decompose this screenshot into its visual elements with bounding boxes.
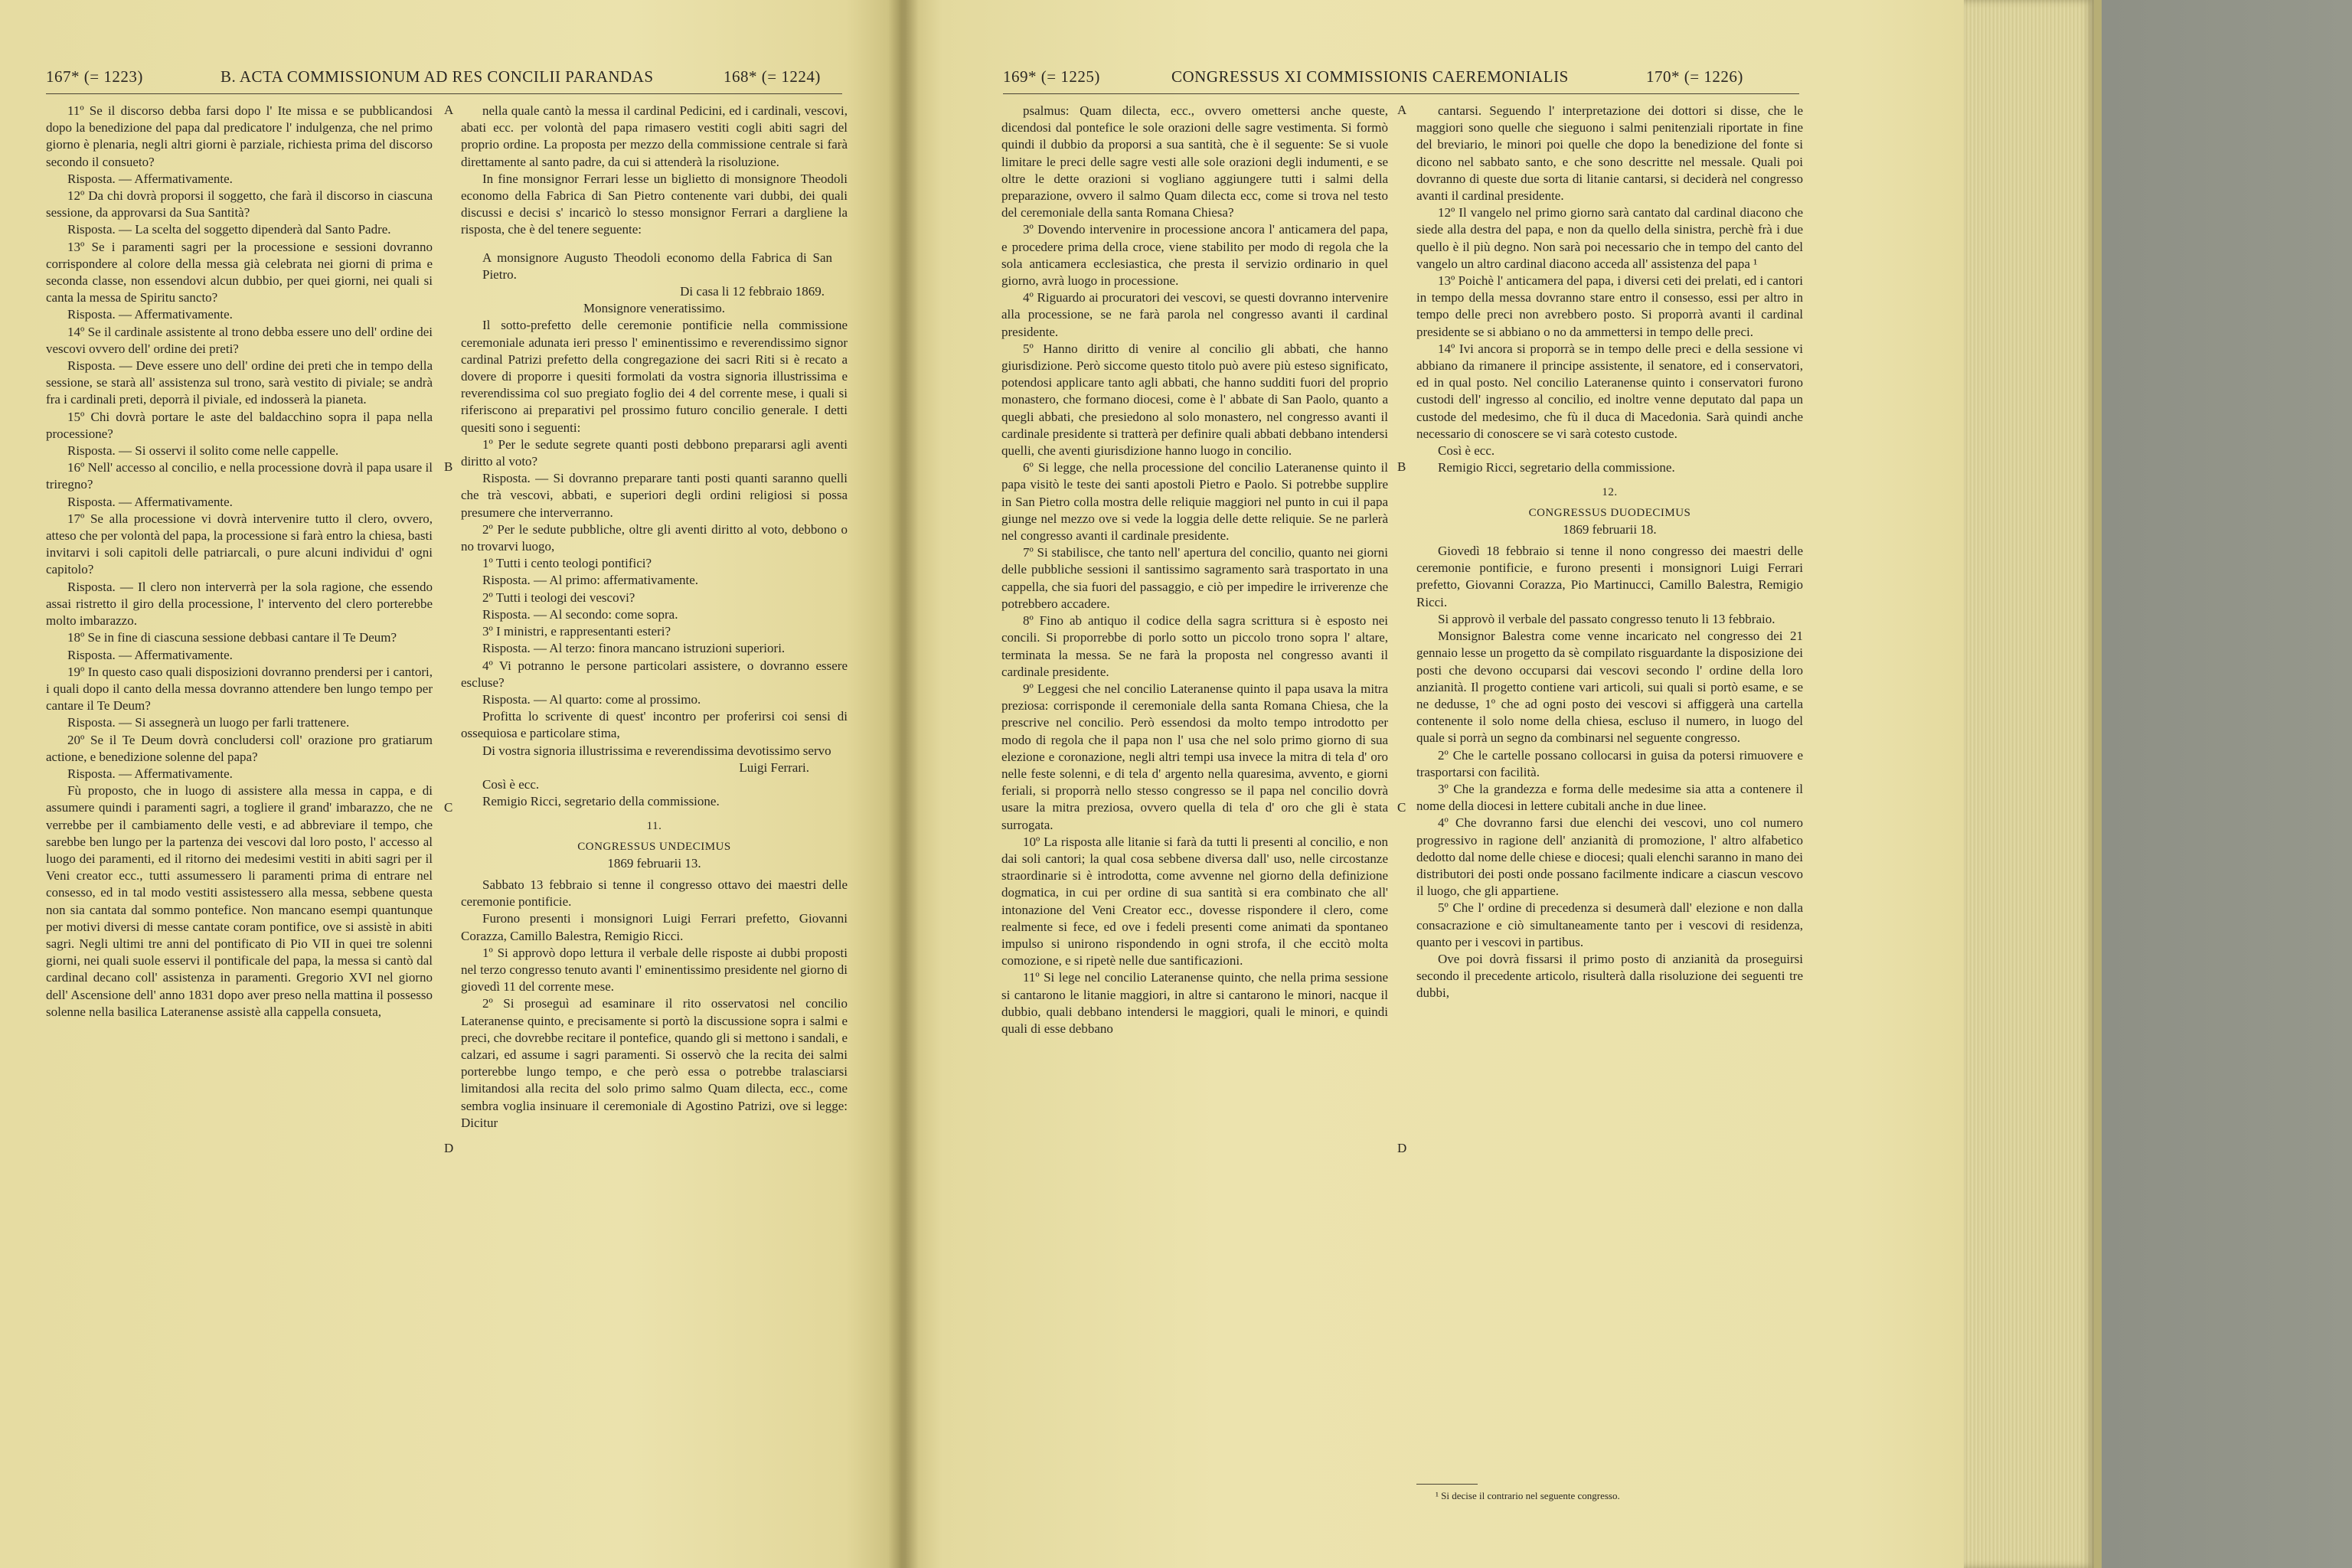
paragraph: 1º Si approvò dopo lettura il verbale delle risposte ai dubbi proposti nel terzo congresso tenuto avanti l' eminentissimo presidente nel giorno di giovedì 11 del corrente mese. bbox=[461, 945, 848, 995]
paragraph: 3º Che la grandezza e forma delle medesime sia atta a contenere il nome della diocesi in lettere cubitali anche in due linee. bbox=[1416, 781, 1803, 814]
letter-address: A monsignore Augusto Theodoli economo della Fabrica di San Pietro. bbox=[482, 250, 832, 282]
footnote: ¹ Si decise il contrario nel seguente congresso. bbox=[1436, 1490, 1620, 1501]
letter-paragraph: 1º Per le sedute segrete quanti posti debbono prepararsi agli aventi diritto al voto? bbox=[461, 436, 848, 469]
paragraph: 18º Se in fine di ciascuna sessione debbasi cantare il Te Deum? bbox=[67, 630, 397, 645]
section-date: 1869 februarii 13. bbox=[607, 855, 701, 871]
letter-signature: Luigi Ferrari. bbox=[739, 760, 809, 775]
letter-paragraph: 2º Per le sedute pubbliche, oltre gli aventi diritto al voto, debbono o no trovarvi luogo, bbox=[461, 521, 848, 554]
letter-paragraph: Risposta. — Si dovranno preparare tanti posti quanti saranno quelli che trà vescovi, abbati, e superiori degli ordini religiosi si possa presumere che interverranno. bbox=[461, 471, 848, 520]
paragraph: Sabbato 13 febbraio si tenne il congresso ottavo dei maestri delle ceremonie pontificie. bbox=[461, 877, 848, 910]
paragraph: 12º Il vangelo nel primo giorno sarà cantato dal cardinal diacono che siede alla destra del papa, e non da quello della sinistra, perchè frà i due quello è il più degno. Non sarà poi necessario che in tempo del canto del vangelo un altro cardinal diacono acceda all' assistenza del papa ¹ bbox=[1416, 205, 1803, 271]
paragraph: Risposta. — Si osservi il solito come nelle cappelle. bbox=[67, 443, 339, 459]
paragraph: 4º Che dovranno farsi due elenchi dei vescovi, uno col numero progressivo in ragione dell' anzianità di promozione, l' altro alfabetico dedotto dal nome delle chiese e diocesi; quali elenchi saranno in mano dei distributori dei posti onde possano facilmente indicare a ciascun vescovo il luogo, che gli appartiene. bbox=[1416, 815, 1803, 899]
letter-paragraph: 4º Vi potranno le persone particolari assistere, o dovranno essere escluse? bbox=[461, 658, 848, 690]
right-page-column-2 bbox=[1416, 103, 1803, 1002]
paragraph: Risposta. — Deve essere uno dell' ordine dei preti che in tempo della sessione, se starà all' assistenza sul trono, sarà vestito di piviale; se andrà fra i cardinali preti, deporrà il piviale, ed indosserà la pianeta. bbox=[46, 358, 433, 407]
paragraph: Monsignor Balestra come venne incaricato nel congresso dei 21 gennaio lesse un progetto da sè compilato risguardante la disposizione dei posti che devono occuparsi dai vescovi secondo l' ordine della loro anzianità. Il progetto contiene vari articoli, sui quali si portò esame, e se ne dedusse, 1º che ad ogni posto dei vescovi si affiggerà una cartella contenente il solo nome della chiesa, escluso il numero, in luogo del quale si porrà un segno da combinarsi nel seguente congresso. bbox=[1416, 629, 1803, 746]
letter-paragraph: Risposta. — Al terzo: finora mancano istruzioni superiori. bbox=[482, 641, 786, 656]
section-number: 12. bbox=[1602, 486, 1618, 499]
book-gutter bbox=[888, 0, 919, 1568]
paragraph: 4º Riguardo ai procuratori dei vescovi, se questi dovranno intervenire alla processione, se ne farà parola nel congresso avanti il cardinal presidente. bbox=[1001, 290, 1388, 339]
margin-marker-b: B bbox=[444, 459, 453, 474]
letter-paragraph: Risposta. — Al primo: affermativamente. bbox=[482, 573, 699, 588]
letter-paragraph: Risposta. — Al quarto: come al prossimo. bbox=[482, 691, 701, 707]
margin-marker-a: A bbox=[444, 103, 454, 117]
letter-paragraph: Profitta lo scrivente di quest' incontro per proferirsi coi sensi di ossequiosa e particolare stima, bbox=[461, 709, 848, 741]
right-page-number: 169* (= 1225) bbox=[1003, 67, 1100, 86]
paragraph: Furono presenti i monsignori Luigi Ferrari prefetto, Giovanni Corazza, Camillo Balestra, Remigio Ricci. bbox=[461, 911, 848, 943]
paragraph: nella quale cantò la messa il cardinal Pedicini, ed i cardinali, vescovi, abati ecc. per volontà del papa rimasero vestiti cogli abiti sagri del proprio ordine. La proposta per mezzo della commissione centrale si farà direttamente al santo padre, da cui si attenderà la risoluzione. bbox=[461, 103, 848, 169]
paragraph: 15º Chi dovrà portare le aste del baldacchino sopra il papa nella processione? bbox=[46, 409, 433, 441]
paragraph: 14º Ivi ancora si proporrà se in tempo delle preci e della sessione vi abbiano da rimanere il principe assistente, il senatore, ed i conservatori, ed in qual posto. Nel concilio Lateranense quinto i conservatori furono custodi dell' ingresso al concilio, ed inoltre venne deputato dal papa un custode del medesimo, che fù il duca di Macedonia. Sarà quindi anche necessario di conoscere se vi sarà cotesto custode. bbox=[1416, 341, 1803, 441]
paragraph: 5º Hanno diritto di venire al concilio gli abbati, che hanno giurisdizione. Però siccome questo titolo può avere più esteso significato, potendosi applicare tanto agli abbati, che hanno sudditi fuori del proprio monastero, che formano diocesi, come è l' abbate di San Paolo, quanto a quegli abbati, che presiedono al solo monastero, nel congresso avanti il cardinale presidente si tratterà per definire quali abbati debbano intendersi quelli, che aventi giurisdizione hanno luogo in concilio. bbox=[1001, 341, 1388, 459]
section-title: CONGRESSUS DUODECIMUS bbox=[1528, 506, 1691, 519]
left-page-column-1 bbox=[46, 103, 433, 1021]
paragraph: 3º Dovendo intervenire in processione ancora l' anticamera del papa, e procedere prima della croce, viene stabilito per modo di regola che la sola anticamera ecclesiastica, che presta il servizio ordinario in quel giorno, avrà luogo in processione. bbox=[1001, 222, 1388, 289]
letter-paragraph: Il sotto-prefetto delle ceremonie pontificie nella commissione ceremoniale adunata ieri presso l' eminentissimo e reverendissimo signor cardinal Patrizi prefetto della congregazione dei sacri Riti si è recato a dovere di proporre i quesiti formolati da vostra signoria illustrissima e reverendissima col suo pregiato foglio dei 4 del corrente mese, i quali si riferiscono ai preparativi pel prossimo futuro concilio generale. I detti quesiti sono i seguenti: bbox=[461, 318, 848, 435]
paragraph: 20º Se il Te Deum dovrà concludersi coll' orazione pro gratiarum actione, e benedizione solenne del papa? bbox=[46, 732, 433, 764]
paragraph: psalmus: Quam dilecta, ecc., ovvero omettersi anche queste, dicendosi dal pontefice le sole orazioni delle sagre vestimenta. Si formò quindi il dubbio da proporsi a sua santità, che è il seguente: Se si vuole limitare le preci delle sagre vesti alle sole orazioni degli indumenti, e se oltre le dette orazioni si vogliano aggiungere tutti i salmi della preparazione, ovvero il salmo Quam dilecta ecc, come si trova nel testo del ceremoniale della santa Romana Chiesa? bbox=[1001, 103, 1388, 220]
paragraph: Risposta. — Affermativamente. bbox=[67, 647, 233, 662]
right-page-number-right: 170* (= 1226) bbox=[1646, 67, 1743, 86]
paragraph: 11º Se il discorso debba farsi dopo l' Ite missa e se pubblicandosi dopo la benedizione del papa dal predicatore l' indulgenza, che nel primo giorno è plenaria, negli altri giorni è parziale, richiesta prima del discorso secondo il consueto? bbox=[46, 103, 433, 169]
header-rule bbox=[46, 93, 842, 94]
paragraph: 8º Fino ab antiquo il codice della sagra scrittura si è esposto nei concili. Si proporrebbe di porlo sotto un piccolo trono sopra l' altare, terminata la messa. Se ne farà la proposta nel congresso avanti il cardinale presidente. bbox=[1001, 613, 1388, 679]
paragraph: Fù proposto, che in luogo di assistere alla messa in cappa, e di assumere quindi i paramenti sagri, a togliere il grand' imbarazzo, che ne verrebbe per il cambiamento delle vesti, e ad abbreviare il tempo, che sarebbe ben lungo per la partenza dei vescovi dal loro posto, l' accesso al luogo dei paramenti, ed il ritorno dei medesimi vestiti in abiti sagri per il Veni creator ecc., tutti assumessero li paramenti prima di entrare nel consesso, ed in tal modo vestiti assistessero alla messa, sebbene questa non sia cantata dal sommo pontefice. Non mancano esempi quantunque per motivi diversi di messe cantate coram pontifice, ove si assistè in abiti sagri. Negli ultimi tre anni del pontificato di Pio VII in quei tre solenni giorni, nei quali suole esservi il pontificale del papa, la messa si cantò dal cardinal decano coll' assistenza in paramenti. Gregorio XVI nel giorno dell' Ascensione dell' anno 1831 dopo aver preso nella mattina il possesso solenne nella basilica Lateranense assistè alla cappella consueta, bbox=[46, 783, 433, 1019]
secretary-signature: Remigio Ricci, segretario della commissione. bbox=[482, 794, 720, 809]
right-running-title: CONGRESSUS XI COMMISSIONIS CAEREMONIALIS bbox=[1171, 67, 1569, 86]
margin-marker-a: A bbox=[1397, 103, 1407, 117]
paragraph: Risposta. — Il clero non interverrà per la sola ragione, che essendo assai ristretto il giro della processione, l' intervento del clero porterebbe molto imbarazzo. bbox=[46, 579, 433, 629]
paragraph: Giovedì 18 febbraio si tenne il nono congresso dei maestri delle ceremonie pontificie, e furono presenti i monsignori Luigi Ferrari prefetto, Giovanni Corazza, Pio Martinucci, Camillo Balestra, Remigio Ricci. bbox=[1416, 544, 1803, 609]
right-page bbox=[900, 0, 1964, 1568]
paragraph: 5º Che l' ordine di precedenza si desumerà dall' elezione e non dalla consacrazione e ciò simultaneamente tanto per i vescovi di residenza, quanto per i vescovi in partibus. bbox=[1416, 900, 1803, 949]
page-edges bbox=[1964, 0, 2094, 1568]
paragraph: cantarsi. Seguendo l' interpretazione dei dottori si disse, che le maggiori sono quelle che sieguono i salmi penitenziali riportate in fine del breviario, le minori poi quelle che dopo la benedizione del fonte si dicono nel sabbato santo, e che sono descritte nel messale. Quali poi dovranno di queste due sorta di litanie cantarsi, si deciderà nel congresso avanti il cardinal presidente. bbox=[1416, 103, 1803, 204]
secretary-signature: Remigio Ricci, segretario della commissione. bbox=[1438, 460, 1675, 475]
margin-marker-d: D bbox=[1397, 1141, 1407, 1155]
paragraph: 10º La risposta alle litanie si farà da tutti li presenti al concilio, e non dai soli cantori; la qual cosa sebbene diversa dall' uso, nelle circostanze straordinarie si è introdotta, come avvenne nel giorno della definizione dogmatica, in cui per ordine di sua santità si era combinato che all' intonazione del Veni Creator ecc., dovesse rispondere il clero, come realmente si fece, ed ove i fedeli presenti come animati da spontaneo impulso si unirono rispondendo in ogni strofa, il che eccitò molta comozione, e si ripetè nelle due santificazioni. bbox=[1001, 834, 1388, 969]
paragraph: Risposta. — Affermativamente. bbox=[67, 307, 233, 322]
paragraph: 7º Si stabilisce, che tanto nell' apertura del concilio, quanto nei giorni delle pubbliche sessioni il santissimo sagramento sarà trasportato in una cappella, che sia fuori del passaggio, e ciò per impedire le irriverenze che potrebbero accadere. bbox=[1001, 545, 1388, 611]
paragraph: 17º Se alla processione vi dovrà intervenire tutto il clero, ovvero, atteso che per volontà del papa, la processione si farà entro la chiesa, basti invitarvi i soli capitoli delle patriarcali, o pure alcuni individui d' ogni capitolo? bbox=[46, 511, 433, 577]
section-number: 11. bbox=[646, 820, 662, 833]
letter-paragraph: Risposta. — Al secondo: come sopra. bbox=[482, 606, 678, 622]
book-cover-edge bbox=[2094, 0, 2102, 1568]
left-page-number-right: 168* (= 1224) bbox=[724, 67, 821, 86]
paragraph: Si approvò il verbale del passato congresso tenuto li 13 febbraio. bbox=[1438, 611, 1775, 626]
left-running-title: B. ACTA COMMISSIONUM AD RES CONCILII PARANDAS bbox=[220, 67, 654, 86]
footnote-rule bbox=[1416, 1484, 1478, 1485]
letter-salutation: Monsignore veneratissimo. bbox=[583, 301, 726, 316]
paragraph: 12º Da chi dovrà proporsi il soggetto, che farà il discorso in ciascuna sessione, da approvarsi da Sua Santità? bbox=[46, 188, 433, 220]
section-date: 1869 februarii 18. bbox=[1563, 521, 1657, 537]
left-page-column-2 bbox=[461, 103, 848, 1132]
paragraph: 11º Si lege nel concilio Lateranense quinto, che nella prima sessione si cantarono le litanie maggiori, in altre si cantarono le minori, nacque il dubbio, quali debbano intendersi le maggiori, quali le minori, e quindi quali di esse debbano bbox=[1001, 970, 1388, 1036]
letter-date: Di casa li 12 febbraio 1869. bbox=[680, 284, 825, 299]
letter-paragraph: 2º Tutti i teologi dei vescovi? bbox=[482, 590, 635, 605]
paragraph: 14º Se il cardinale assistente al trono debba essere uno dell' ordine dei vescovi ovvero dell' ordine dei preti? bbox=[46, 324, 433, 356]
left-page-number: 167* (= 1223) bbox=[46, 67, 143, 86]
paragraph: 19º In questo caso quali disposizioni dovranno prendersi per i cantori, i quali dopo il canto della messa dovranno attendere ben lungo tempo per cantare il Te Deum? bbox=[46, 664, 433, 714]
paragraph: Ove poi dovrà fissarsi il primo posto di anzianità da proseguirsi secondo il precedente articolo, risulterà dalla risoluzione dei seguenti tre dubbi, bbox=[1416, 951, 1803, 1001]
left-page bbox=[0, 0, 900, 1568]
paragraph: Risposta. — La scelta del soggetto dipenderà dal Santo Padre. bbox=[67, 222, 391, 237]
margin-marker-b: B bbox=[1397, 459, 1406, 474]
paragraph: 13º Se i paramenti sagri per la processione e sessioni dovranno corrispondere al colore della messa già celebrata nei giorni di prima e seconda classe, non essendovi alcun dubbio, per quei giorni, nei quali si canta la messa de Spiritu sancto? bbox=[46, 239, 433, 305]
letter-paragraph: Di vostra signoria illustrissima e reverendissima devotissimo servo bbox=[482, 743, 831, 758]
closing-formula: Così è ecc. bbox=[1438, 443, 1495, 459]
closing-formula: Così è ecc. bbox=[482, 776, 540, 792]
margin-marker-d: D bbox=[444, 1141, 454, 1155]
margin-marker-c: C bbox=[444, 800, 453, 815]
header-rule bbox=[1003, 93, 1799, 94]
margin-marker-c: C bbox=[1397, 800, 1406, 815]
paragraph: 6º Si legge, che nella processione del concilio Lateranense quinto il papa visitò le teste dei santi apostoli Pietro e Paolo. Si potrebbe supplire in San Pietro colla mostra delle reliquie maggiori nel punto in cui il papa giunge nel mezzo ove si vede la loggia delle dette reliquie. Se ne parlerà nel congresso avanti il cardinale presidente. bbox=[1001, 460, 1388, 544]
paragraph: 2º Che le cartelle possano collocarsi in guisa da potersi rimuovere e trasportarsi con facilità. bbox=[1416, 747, 1803, 779]
paragraph: Risposta. — Affermativamente. bbox=[67, 494, 233, 509]
paragraph: Risposta. — Affermativamente. bbox=[67, 171, 233, 186]
letter-paragraph: 3º I ministri, e rappresentanti esteri? bbox=[482, 624, 671, 639]
section-title: CONGRESSUS UNDECIMUS bbox=[577, 840, 731, 853]
paragraph: 9º Leggesi che nel concilio Lateranense quinto il papa usava la mitra preziosa: corrisponde il ceremoniale della santa Romana Chiesa, che la prescrive nel concilio. Però essendosi da molto tempo introdotto per modo di regola che il papa non l' usa che nel solo primo giorno di sua elezione e coronazione, negli altri tempi usa invece la mitra di tela d' oro nelle feste solenni, e di tela d' argento nella quaresima, avvento, e giorni feriali, si proporrà nello stesso congresso se il papa nel concilio dovrà usare la mitra preziosa, ovvero quella di tela d' oro che gli è stata surrogata. bbox=[1001, 681, 1388, 832]
paragraph: Risposta. — Affermativamente. bbox=[67, 766, 233, 781]
paragraph: 2º Si proseguì ad esaminare il rito osservatosi nel concilio Lateranense quinto, e precisamente si portò la discussione sopra i salmi e preci, che dovrebbe recitare il pontefice, quando gli si mettono i sandali, e calzari, ed assume i sagri paramenti. Si osservò che la recita dei salmi porterebbe lungo tempo, e che però essa o potrebbe tralasciarsi limitandosi alla recita del solo primo salmo Quam dilecta, ecc., come sembra voglia insinuare il ceremoniale di Agostino Patrizi, ove si legge: Dicitur bbox=[461, 996, 848, 1130]
letter-paragraph: 1º Tutti i cento teologi pontifici? bbox=[482, 556, 652, 571]
paragraph: 16º Nell' accesso al concilio, e nella processione dovrà il papa usare il triregno? bbox=[46, 460, 433, 492]
right-page-column-1 bbox=[1001, 103, 1388, 1037]
paragraph: In fine monsignor Ferrari lesse un biglietto di monsignore Theodoli economo della Fabrica di San Pietro contenente vari dubbi, dei quali discussi e decisi s' incaricò lo stesso monsignor Ferrari a dargliene la risposta, che è del tenere seguente: bbox=[461, 171, 848, 237]
paragraph: 13º Poichè l' anticamera del papa, i diversi ceti dei prelati, ed i cantori in tempo della messa dovranno stare entro il consesso, essi per altro in tempo delle preci non avrebbero posto. Si proporrà avanti il cardinal presidente se si abbiano o no da ammettersi in tempo delle preci. bbox=[1416, 273, 1803, 339]
paragraph: Risposta. — Si assegnerà un luogo per farli trattenere. bbox=[67, 715, 350, 730]
